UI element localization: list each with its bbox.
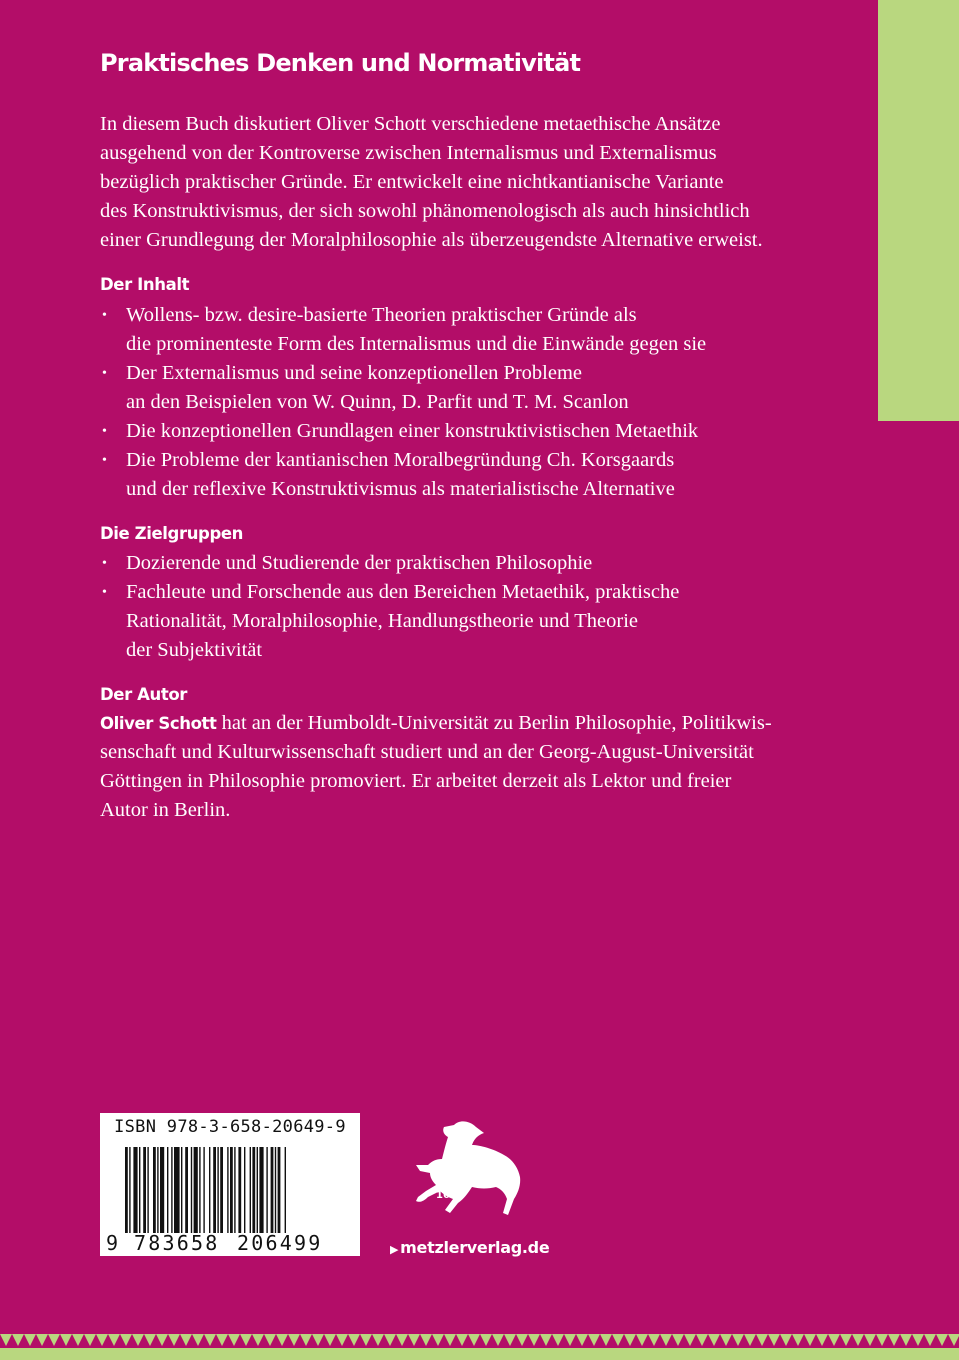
stripe-triangle [444, 1334, 456, 1346]
play-arrow-icon: ▶ [390, 1243, 399, 1256]
barcode-bar [234, 1147, 235, 1233]
stripe-triangle [180, 1334, 192, 1346]
stripe-triangle [216, 1334, 228, 1346]
barcode-digits-left: 783658 [134, 1231, 220, 1255]
stripe-triangle [288, 1334, 300, 1346]
stripe-triangle [672, 1334, 684, 1346]
stripe-triangle [876, 1334, 888, 1346]
stripe-triangle [300, 1334, 312, 1346]
bullet-icon: • [102, 308, 107, 323]
stripe-triangle [864, 1334, 876, 1346]
barcode-bar [129, 1147, 130, 1233]
barcode-bar [278, 1147, 281, 1233]
stripe-triangle [264, 1334, 276, 1346]
barcode-bar [227, 1147, 228, 1233]
stripe-triangle [276, 1334, 288, 1346]
decorative-stripe [0, 1330, 959, 1360]
list-item: • Fachleute und Forschende aus den Bereichen Metaethik, praktische Rationalität, Moralphilosophie, Handlungstheorie und Theorie der Subjektivität [100, 578, 820, 665]
stripe-triangle [36, 1334, 48, 1346]
stripe-triangle [168, 1334, 180, 1346]
stripe-triangle [516, 1334, 528, 1346]
barcode-bar [167, 1147, 168, 1233]
stripe-triangle [912, 1334, 924, 1346]
barcode-bar [174, 1147, 180, 1233]
bullet-icon: • [102, 585, 107, 600]
stripe-triangle [396, 1334, 408, 1346]
stripe-triangle [252, 1334, 264, 1346]
barcode-bar [275, 1147, 276, 1233]
stripe-triangle [528, 1334, 540, 1346]
stripe-triangle [228, 1334, 240, 1346]
stripe-triangle [24, 1334, 36, 1346]
publisher-link[interactable] [390, 1238, 549, 1257]
stripe-triangle [696, 1334, 708, 1346]
stripe-triangle [360, 1334, 372, 1346]
stripe-triangle [372, 1334, 384, 1346]
isbn-label: ISBN 978-3-658-20649-9 [114, 1117, 346, 1137]
bullet-icon: • [102, 556, 107, 571]
stripe-triangle [804, 1334, 816, 1346]
stripe-triangle [432, 1334, 444, 1346]
stripe-triangle [96, 1334, 108, 1346]
stripe-triangle [924, 1334, 936, 1346]
stripe-triangle [204, 1334, 216, 1346]
intro-paragraph: In diesem Buch diskutiert Oliver Schott verschiedene metaethische Ansätze ausgehend von der Kontroverse zwischen Internalismus und Externalismus bezüglich praktischer Gründe. Er entwickelt eine nichtkantianische Variante des Konstruktivismus, der sich sowohl phänomenologisch als auch hinsichtlich einer Grundlegung der Moralphilosophie als überzeugendste Alternative erweist. [100, 113, 763, 251]
bullet-icon: • [102, 453, 107, 468]
stripe-triangle [708, 1334, 720, 1346]
stripe-triangle [12, 1334, 24, 1346]
barcode [100, 1113, 360, 1256]
barcode-bar [139, 1147, 140, 1233]
stripe-triangle [768, 1334, 780, 1346]
stripe-triangle [72, 1334, 84, 1346]
stripe-triangle [144, 1334, 156, 1346]
stripe-triangle [816, 1334, 828, 1346]
stripe-triangle [84, 1334, 96, 1346]
stripe-triangle [192, 1334, 204, 1346]
stripe-triangle [156, 1334, 168, 1346]
stripe-triangle [780, 1334, 792, 1346]
stripe-triangle [348, 1334, 360, 1346]
barcode-bar [181, 1147, 182, 1233]
barcode-bar [203, 1147, 204, 1233]
stripe-triangle [792, 1334, 804, 1346]
barcode-bar [217, 1147, 218, 1233]
barcode-bar [259, 1147, 263, 1233]
stripe-triangle [240, 1334, 252, 1346]
stripe-triangle [468, 1334, 480, 1346]
stripe-triangle [408, 1334, 420, 1346]
barcode-bar [143, 1147, 146, 1233]
stripe-triangle [840, 1334, 852, 1346]
barcode-bars [125, 1147, 337, 1233]
green-accent-tab [878, 0, 959, 421]
stripe-triangle [0, 1334, 12, 1346]
author-paragraph: Oliver Schott hat an der Humboldt-Universität zu Berlin Philosophie, Politikwis- senschaft und Kulturwissenschaft studiert und an der Georg-August-Universität Göttingen in Philosophie promoviert. Er arbeitet derzeit als Lektor und freier Autor in Berlin. [100, 712, 772, 821]
stripe-triangle [900, 1334, 912, 1346]
stripe-triangle [612, 1334, 624, 1346]
stripe-triangle [132, 1334, 144, 1346]
barcode-bar [266, 1147, 267, 1233]
stripe-triangle [720, 1334, 732, 1346]
stripe-triangle [108, 1334, 120, 1346]
heading-autor: Der Autor [100, 685, 188, 704]
barcode-bar [153, 1147, 156, 1233]
book-title: Praktisches Denken und Normativität [100, 49, 581, 77]
stripe-triangle [336, 1334, 348, 1346]
heading-inhalt: Der Inhalt [100, 275, 190, 294]
stripe-triangle [504, 1334, 516, 1346]
barcode-bar [185, 1147, 188, 1233]
stripe-triangle [744, 1334, 756, 1346]
stripe-triangle [732, 1334, 744, 1346]
stripe-triangle [684, 1334, 696, 1346]
barcode-bar [250, 1147, 251, 1233]
bullet-icon: • [102, 366, 107, 381]
stripe-triangle [420, 1334, 432, 1346]
stripe-triangle [564, 1334, 576, 1346]
barcode-bar [157, 1147, 158, 1233]
horse-logo-icon [408, 1115, 528, 1225]
stripe-triangle [852, 1334, 864, 1346]
stripe-triangle [624, 1334, 636, 1346]
stripe-triangle [648, 1334, 660, 1346]
barcode-bar [213, 1147, 216, 1233]
stripe-triangle [456, 1334, 468, 1346]
barcode-bar [285, 1147, 286, 1233]
barcode-bar [147, 1147, 148, 1233]
stripe-triangle [888, 1334, 900, 1346]
logo-year: 1682 [436, 1190, 464, 1201]
list-item: • Der Externalismus und seine konzeptionellen Probleme an den Beispielen von W. Quinn, D. Parfit und T. M. Scanlon [100, 359, 820, 417]
stripe-triangle [948, 1334, 959, 1346]
barcode-bar [194, 1147, 198, 1233]
stripe-triangle [636, 1334, 648, 1346]
barcode-digits [100, 1231, 360, 1253]
stripe-triangle [576, 1334, 588, 1346]
stripe-triangle [936, 1334, 948, 1346]
barcode-digits-right: 206499 [237, 1231, 323, 1255]
barcode-bar [252, 1147, 255, 1233]
barcode-bar [133, 1147, 137, 1233]
list-item: • Die Probleme der kantianischen Moralbegründung Ch. Korsgaards und der reflexive Konstruktivismus als materialistische Alternative [100, 446, 820, 504]
stripe-band [0, 1348, 959, 1360]
barcode-bar [160, 1147, 164, 1233]
stripe-triangle [120, 1334, 132, 1346]
stripe-triangle [552, 1334, 564, 1346]
inhalt-list [100, 301, 820, 504]
stripe-triangle [48, 1334, 60, 1346]
stripe-triangle [60, 1334, 72, 1346]
barcode-bar [257, 1147, 258, 1233]
stripe-triangle [480, 1334, 492, 1346]
barcode-bar [191, 1147, 192, 1233]
barcode-bar [125, 1147, 128, 1233]
stripe-triangle [828, 1334, 840, 1346]
publisher-url: metzlerverlag.de [400, 1238, 550, 1257]
heading-zielgruppen: Die Zielgruppen [100, 524, 244, 543]
stripe-triangle [600, 1334, 612, 1346]
stripe-triangle [756, 1334, 768, 1346]
list-item: • Dozierende und Studierende der praktischen Philosophie [100, 549, 820, 578]
list-item: • Die konzeptionellen Grundlagen einer konstruktivistischen Metaethik [100, 417, 820, 446]
stripe-triangle [492, 1334, 504, 1346]
zielgruppen-list [100, 549, 820, 665]
barcode-bar [230, 1147, 233, 1233]
barcode-bar [171, 1147, 172, 1233]
bullet-icon: • [102, 424, 107, 439]
stripe-triangle [660, 1334, 672, 1346]
barcode-bar [220, 1147, 223, 1233]
author-name: Oliver Schott [100, 714, 217, 733]
barcode-bar [271, 1147, 274, 1233]
stripe-triangle [324, 1334, 336, 1346]
barcode-bar [209, 1147, 210, 1233]
stripe-triangle [384, 1334, 396, 1346]
stripe-triangle [312, 1334, 324, 1346]
stripe-triangle [588, 1334, 600, 1346]
stripe-triangle [540, 1334, 552, 1346]
barcode-bar [199, 1147, 200, 1233]
barcode-bar [238, 1147, 241, 1233]
barcode-bar [244, 1147, 245, 1233]
barcode-digit-lead: 9 [106, 1231, 119, 1255]
list-item: • Wollens- bzw. desire-basierte Theorien praktischer Gründe als die prominenteste Form des Internalismus und die Einwände gegen sie [100, 301, 820, 359]
